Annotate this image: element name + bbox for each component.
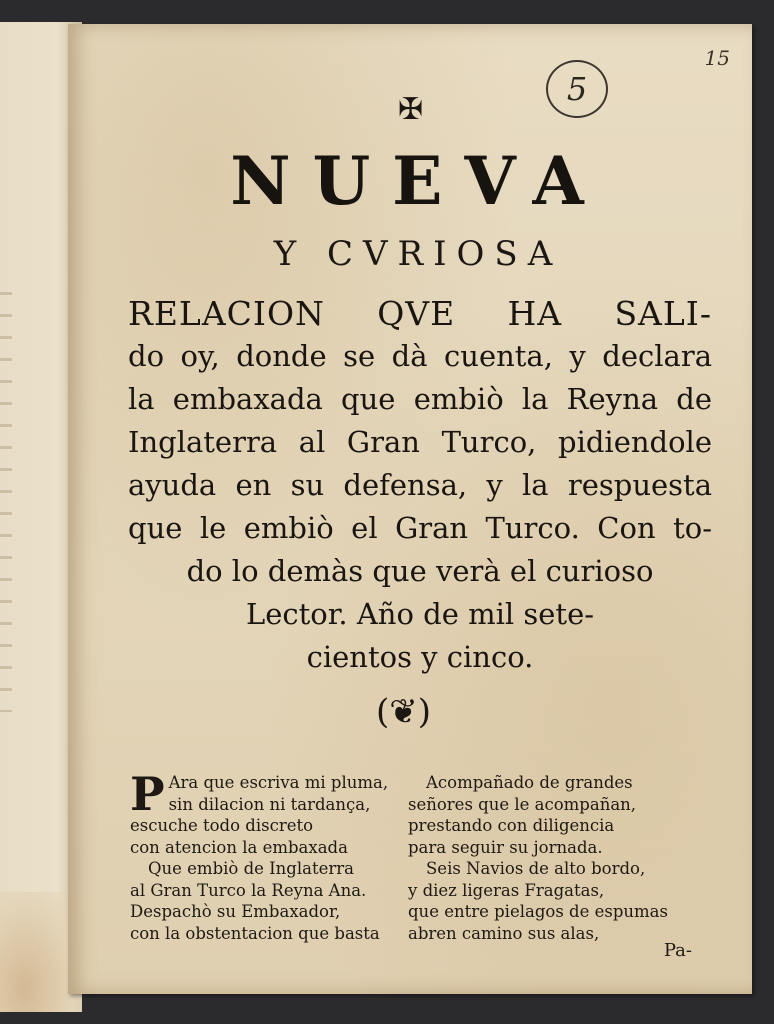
verse-column-right xyxy=(408,772,678,944)
heading-line: Lector. Año de mil sete- xyxy=(245,597,595,631)
bleed-through-marks xyxy=(0,292,12,712)
verse-line: que entre pielagos de espumas xyxy=(408,902,668,921)
title-sub: Y CVRIOSA xyxy=(273,234,563,274)
verse-line: abren camino sus alas, xyxy=(408,923,600,943)
heading-block xyxy=(128,292,712,679)
document-page xyxy=(68,24,752,994)
verse-line: al Gran Turco la Reyna Ana. xyxy=(130,880,367,900)
verse-line: con atencion la embaxada xyxy=(130,837,348,857)
verse-line: Acompañado de grandes xyxy=(426,773,633,792)
verse-line: y diez ligeras Fragatas, xyxy=(408,880,605,900)
circled-number xyxy=(546,60,608,118)
heading-line: Inglaterra al Gran Turco, pidiendole xyxy=(128,425,712,459)
verse-line: Que embiò de Inglaterra xyxy=(148,859,354,878)
heading-line: ayuda en su defensa, y la respuesta xyxy=(128,468,712,502)
drop-cap: P xyxy=(130,767,165,821)
verse-line: Despachò su Embaxador, xyxy=(130,902,341,921)
circled-number-text: 5 xyxy=(566,70,588,108)
folio-number: 15 xyxy=(704,46,730,70)
title-main: NUEVA xyxy=(230,142,606,220)
heading-line: do lo demàs que verà el curioso xyxy=(186,554,654,588)
verse-line: prestando con diligencia xyxy=(408,816,615,835)
verse-line: señores que le acompañan, xyxy=(408,794,637,814)
verse-line: para seguir su jornada. xyxy=(408,837,603,857)
heading-line: la embaxada que embiò la Reyna de xyxy=(128,382,712,416)
heading-line: RELACION QVE HA SALI- xyxy=(128,294,712,333)
verse-line: Ara que escriva mi pluma, xyxy=(168,773,389,792)
heading-line: do oy, donde se dà cuenta, y declara xyxy=(128,339,712,373)
heading-line: que le embiò el Gran Turco. Con to- xyxy=(128,511,712,545)
verse-line: sin dilacion ni tardança, xyxy=(168,794,371,814)
fleuron-ornament-icon: (❦) xyxy=(376,692,432,732)
verse-line: con la obstentacion que basta xyxy=(130,923,380,943)
verse-line: escuche todo discreto xyxy=(130,816,314,835)
cross-ornament-icon: ✠ xyxy=(398,92,424,127)
verse-line: Seis Navios de alto bordo, xyxy=(426,859,646,878)
heading-line: cientos y cinco. xyxy=(306,640,534,674)
catchword: Pa- xyxy=(663,940,692,961)
verse-column-left xyxy=(130,767,400,944)
